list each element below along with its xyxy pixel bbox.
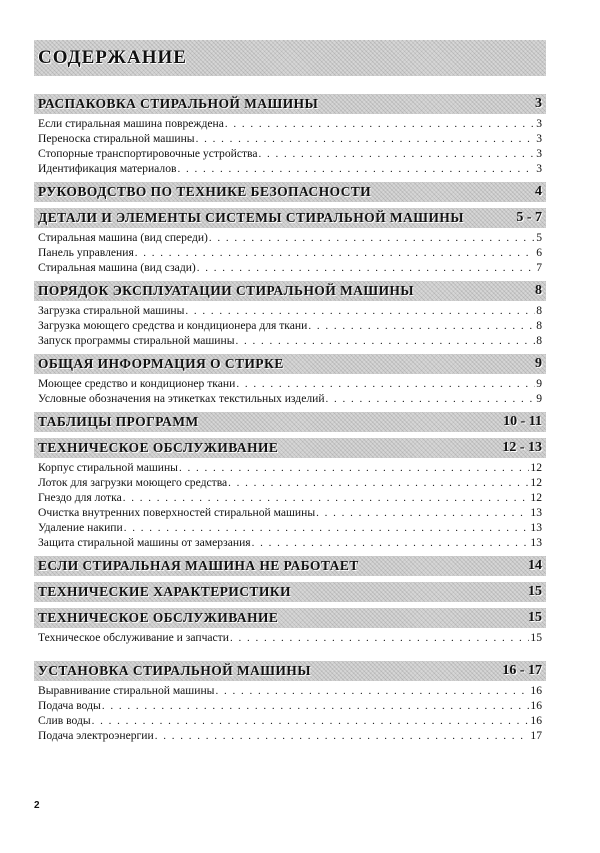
toc-entry xyxy=(38,683,542,698)
toc-section xyxy=(34,556,546,576)
entry-page: 8 xyxy=(536,304,542,317)
section-title: ОБЩАЯ ИНФОРМАЦИЯ О СТИРКЕ xyxy=(38,356,284,371)
toc-entry xyxy=(38,318,542,333)
toc-section xyxy=(34,354,546,406)
entry-label: Стиральная машина (вид спереди) xyxy=(38,231,208,244)
section-heading xyxy=(34,281,546,301)
dot-leader xyxy=(215,684,529,699)
section-pages: 5 - 7 xyxy=(516,210,542,225)
entry-label: Подача воды xyxy=(38,699,101,712)
dot-leader xyxy=(308,319,535,334)
entry-page: 12 xyxy=(530,461,542,474)
entry-label: Идентификация материалов xyxy=(38,162,177,175)
dot-leader xyxy=(124,521,530,536)
dot-leader xyxy=(326,392,536,407)
section-title: ТЕХНИЧЕСКОЕ ОБСЛУЖИВАНИЕ xyxy=(38,440,279,455)
toc-entry xyxy=(38,728,542,743)
entry-page: 15 xyxy=(530,631,542,644)
entry-page: 7 xyxy=(536,261,542,274)
dot-leader xyxy=(196,132,536,147)
section-title: ПОРЯДОК ЭКСПЛУАТАЦИИ СТИРАЛЬНОЙ МАШИНЫ xyxy=(38,283,415,298)
entry-label: Моющее средство и кондиционер ткани xyxy=(38,377,236,390)
section-heading xyxy=(34,608,546,628)
entry-label: Слив воды xyxy=(38,714,91,727)
dot-leader xyxy=(316,506,529,521)
toc-entry xyxy=(38,116,542,131)
entry-page: 3 xyxy=(536,147,542,160)
toc-entry xyxy=(38,698,542,713)
section-heading xyxy=(34,556,546,576)
entry-page: 6 xyxy=(536,246,542,259)
section-title: ДЕТАЛИ И ЭЛЕМЕНТЫ СИСТЕМЫ СТИРАЛЬНОЙ МАШИНЫ xyxy=(38,210,464,225)
entry-label: Защита стиральной машины от замерзания xyxy=(38,536,251,549)
section-heading xyxy=(34,582,546,602)
entry-label: Условные обозначения на этикетках текстильных изделий xyxy=(38,392,325,405)
dot-leader xyxy=(228,476,529,491)
toc-entry xyxy=(38,460,542,475)
entry-page: 16 xyxy=(530,684,542,697)
dot-leader xyxy=(259,147,536,162)
toc-section xyxy=(34,412,546,432)
toc-section xyxy=(34,208,546,275)
section-pages: 3 xyxy=(535,96,542,111)
section-heading xyxy=(34,94,546,114)
entry-page: 16 xyxy=(530,699,542,712)
toc-entry xyxy=(38,245,542,260)
entry-label: Загрузка моющего средства и кондиционера для ткани xyxy=(38,319,308,332)
toc-section xyxy=(34,281,546,348)
entry-page: 8 xyxy=(536,319,542,332)
dot-leader xyxy=(230,631,529,646)
entry-page: 12 xyxy=(530,491,542,504)
section-pages: 4 xyxy=(535,184,542,199)
toc-entry xyxy=(38,490,542,505)
section-title: ТАБЛИЦЫ ПРОГРАММ xyxy=(38,414,199,429)
toc-entry xyxy=(38,230,542,245)
page-title: СОДЕРЖАНИЕ xyxy=(34,40,546,76)
section-pages: 15 xyxy=(528,584,542,599)
dot-leader xyxy=(236,377,535,392)
dot-leader xyxy=(236,334,536,349)
entry-label: Если стиральная машина повреждена xyxy=(38,117,224,130)
entry-label: Корпус стиральной машины xyxy=(38,461,178,474)
entry-page: 13 xyxy=(530,506,542,519)
dot-leader xyxy=(155,729,530,744)
entry-page: 8 xyxy=(536,334,542,347)
entry-label: Запуск программы стиральной машины xyxy=(38,334,235,347)
entry-label: Загрузка стиральной машины xyxy=(38,304,185,317)
section-heading xyxy=(34,661,546,681)
entry-label: Стопорные транспортировочные устройства xyxy=(38,147,258,160)
toc-entry xyxy=(38,333,542,348)
entry-label: Гнездо для лотка xyxy=(38,491,122,504)
entry-page: 17 xyxy=(530,729,542,742)
dot-leader xyxy=(177,162,535,177)
section-title: ТЕХНИЧЕСКОЕ ОБСЛУЖИВАНИЕ xyxy=(38,610,279,625)
section-pages: 10 - 11 xyxy=(503,414,542,429)
section-title: ТЕХНИЧЕСКИЕ ХАРАКТЕРИСТИКИ xyxy=(38,584,291,599)
entry-page: 3 xyxy=(536,162,542,175)
section-pages: 15 xyxy=(528,610,542,625)
toc-entry xyxy=(38,131,542,146)
entry-page: 5 xyxy=(536,231,542,244)
section-title: УСТАНОВКА СТИРАЛЬНОЙ МАШИНЫ xyxy=(38,663,311,678)
dot-leader xyxy=(102,699,530,714)
toc-entry xyxy=(38,376,542,391)
toc-entry xyxy=(38,161,542,176)
entry-page: 3 xyxy=(536,117,542,130)
entry-label: Техническое обслуживание и запчасти xyxy=(38,631,229,644)
entry-label: Переноска стиральной машины xyxy=(38,132,195,145)
toc-entry xyxy=(38,630,542,645)
toc-section xyxy=(34,582,546,602)
entry-page: 13 xyxy=(530,521,542,534)
section-heading xyxy=(34,412,546,432)
dot-leader xyxy=(92,714,530,729)
section-heading xyxy=(34,182,546,202)
dot-leader xyxy=(123,491,530,506)
entry-label: Лоток для загрузки моющего средства xyxy=(38,476,228,489)
section-title: РУКОВОДСТВО ПО ТЕХНИКЕ БЕЗОПАСНОСТИ xyxy=(38,184,372,199)
entry-page: 9 xyxy=(536,392,542,405)
section-heading xyxy=(34,438,546,458)
dot-leader xyxy=(197,261,535,276)
toc-entry xyxy=(38,505,542,520)
toc-entry xyxy=(38,535,542,550)
section-pages: 8 xyxy=(535,283,542,298)
dot-leader xyxy=(135,246,535,261)
dot-leader xyxy=(179,461,529,476)
entry-page: 13 xyxy=(530,536,542,549)
toc-section xyxy=(34,182,546,202)
toc-section xyxy=(34,608,546,645)
toc-entry xyxy=(38,303,542,318)
toc-entry xyxy=(38,713,542,728)
toc-entry xyxy=(38,391,542,406)
entry-page: 9 xyxy=(536,377,542,390)
entry-label: Панель управления xyxy=(38,246,134,259)
toc-entry xyxy=(38,475,542,490)
section-pages: 16 - 17 xyxy=(502,663,542,678)
entry-page: 12 xyxy=(530,476,542,489)
dot-leader xyxy=(209,231,535,246)
entry-label: Выравнивание стиральной машины xyxy=(38,684,215,697)
entry-label: Стиральная машина (вид сзади) xyxy=(38,261,196,274)
section-pages: 12 - 13 xyxy=(502,440,542,455)
section-heading xyxy=(34,354,546,374)
section-pages: 14 xyxy=(528,558,542,573)
section-title: ЕСЛИ СТИРАЛЬНАЯ МАШИНА НЕ РАБОТАЕТ xyxy=(38,558,359,573)
toc-entry xyxy=(38,520,542,535)
page-number: 2 xyxy=(34,800,40,811)
dot-leader xyxy=(252,536,530,551)
toc-section xyxy=(34,438,546,550)
entry-label: Удаление накипи xyxy=(38,521,123,534)
section-pages: 9 xyxy=(535,356,542,371)
toc-entry xyxy=(38,260,542,275)
dot-leader xyxy=(185,304,535,319)
section-heading xyxy=(34,208,546,228)
entry-label: Очистка внутренних поверхностей стиральной машины xyxy=(38,506,316,519)
entry-page: 3 xyxy=(536,132,542,145)
toc-section xyxy=(34,94,546,176)
table-of-contents xyxy=(34,94,546,743)
toc-entry xyxy=(38,146,542,161)
section-title: РАСПАКОВКА СТИРАЛЬНОЙ МАШИНЫ xyxy=(38,96,319,111)
entry-label: Подача электроэнергии xyxy=(38,729,154,742)
entry-page: 16 xyxy=(530,714,542,727)
dot-leader xyxy=(225,117,535,132)
toc-section xyxy=(34,661,546,743)
